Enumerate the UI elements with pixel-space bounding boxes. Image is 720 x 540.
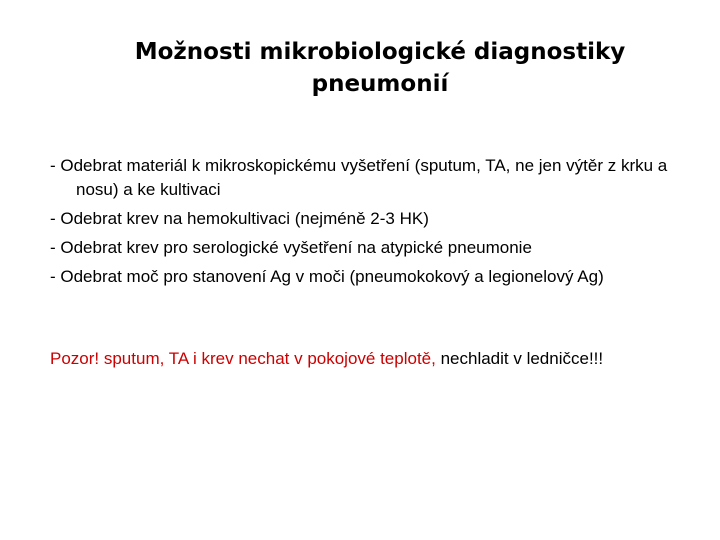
bullet-list [50,154,690,294]
bullet-item-urine-antigen: - Odebrat moč pro stanovení Ag v moči (pneumokokový a legionelový Ag) [50,267,604,286]
warning-note-rest: nechladit v ledničce!!! [435,349,604,368]
bullet-item-serology: - Odebrat krev pro serologické vyšetření na atypické pneumonie [50,238,532,257]
bullet-item-sputum: - Odebrat materiál k mikroskopickému vyšetření (sputum, TA, ne jen výtěr z krku a nosu) a ke kultivaci [50,156,668,199]
bullet-item-hemoculture: - Odebrat krev na hemokultivaci (nejméně 2-3 HK) [50,209,429,228]
slide-title-line-1: Možnosti mikrobiologické diagnostiky [134,39,626,65]
warning-note-highlight: Pozor! sputum, TA i krev nechat v pokojové teplotě, [50,349,436,368]
warning-note [50,347,696,371]
slide-title [60,36,700,100]
slide-title-line-2: pneumonií [311,71,449,97]
